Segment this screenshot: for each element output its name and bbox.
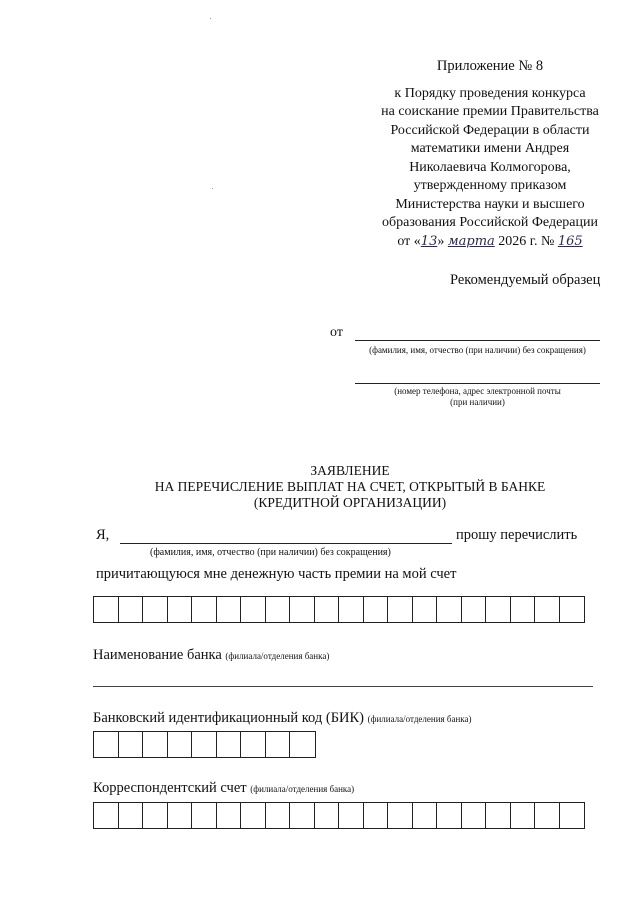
appendix-line: утвержденному приказом [413,178,567,193]
digit-cell[interactable] [486,597,511,622]
appendix-date-line [340,233,640,252]
digit-cell[interactable] [143,597,168,622]
from-contact-caption-1: (номер телефона, адрес электронной почты [394,386,561,396]
digit-cell[interactable] [143,803,168,828]
digit-cell[interactable] [315,803,340,828]
digit-cell[interactable] [535,597,560,622]
digit-cell[interactable] [119,732,144,757]
digit-cell[interactable] [266,597,291,622]
digit-cell[interactable] [511,597,536,622]
digit-cell[interactable] [339,597,364,622]
appendix-title: Приложение № 8 [436,58,544,74]
digit-cell[interactable] [364,803,389,828]
digit-cell[interactable] [437,803,462,828]
digit-cell[interactable] [290,732,315,757]
bik-row [93,710,472,727]
digit-cell[interactable] [217,732,242,757]
bank-name-note: (филиала/отделения банка) [225,651,330,661]
appendix-line: Российской Федерации в области [390,122,590,138]
order-number-handwritten: 165 [557,233,583,249]
corr-account-note: (филиала/отделения банка) [250,784,355,794]
digit-cell[interactable] [241,732,266,757]
bank-name-line[interactable] [93,686,593,687]
digit-cell[interactable] [168,803,193,828]
digit-cell[interactable] [486,803,511,828]
digit-cell[interactable] [168,732,193,757]
appendix-line: Николаевича Колмогорова, [409,159,571,175]
appendix-line: на соискание премии Правительства [381,104,599,119]
digit-cell[interactable] [241,803,266,828]
from-label: от [330,325,343,340]
digit-cell[interactable] [94,732,119,757]
digit-cell[interactable] [217,803,242,828]
digit-cell[interactable] [535,803,560,828]
digit-cell[interactable] [315,597,340,622]
statement-prefix: Я, [96,527,110,543]
scan-speck [210,18,211,19]
corr-account-row [93,780,354,797]
digit-cell[interactable] [94,803,119,828]
date-prefix: от « [397,233,421,249]
digit-cell[interactable] [192,732,217,757]
digit-cell[interactable] [266,803,291,828]
digit-cell[interactable] [94,597,119,622]
digit-cell[interactable] [462,597,487,622]
digit-cell[interactable] [388,803,413,828]
digit-cell[interactable] [143,732,168,757]
digit-cell[interactable] [192,597,217,622]
account-number-boxes[interactable] [93,596,585,623]
statement-name-line[interactable] [120,543,452,544]
digit-cell[interactable] [192,803,217,828]
appendix-block [340,57,640,251]
digit-cell[interactable] [339,803,364,828]
corr-account-label: Корреспондентский счет [93,780,247,796]
bank-name-row [93,647,329,664]
digit-cell[interactable] [560,803,585,828]
statement-suffix: прошу перечислить [456,527,578,543]
appendix-line: образования Российской Федерации [382,215,598,230]
appendix-line: Министерства науки и высшего [395,196,585,212]
date-day-handwritten: 13 [420,233,438,249]
digit-cell[interactable] [119,803,144,828]
digit-cell[interactable] [290,597,315,622]
heading-line-1: ЗАЯВЛЕНИЕ [310,463,390,478]
date-year: 2026 г. № [498,233,555,249]
digit-cell[interactable] [168,597,193,622]
digit-cell[interactable] [290,803,315,828]
statement-line-2: причитающуюся мне денежную часть премии на мой счет [96,566,457,582]
appendix-line: математики имени Андрея [410,141,570,156]
digit-cell[interactable] [388,597,413,622]
date-month-handwritten: марта [447,233,495,249]
bik-boxes[interactable] [93,731,316,758]
heading-line-3: (КРЕДИТНОЙ ОРГАНИЗАЦИИ) [253,495,447,510]
digit-cell[interactable] [437,597,462,622]
bik-label: Банковский идентификационный код (БИК) [93,710,364,726]
statement-name-caption: (фамилия, имя, отчество (при наличии) без сокращения) [150,547,391,558]
appendix-line: к Порядку проведения конкурса [394,85,586,101]
bank-name-label: Наименование банка [93,647,222,663]
digit-cell[interactable] [364,597,389,622]
digit-cell[interactable] [511,803,536,828]
scan-speck [212,188,213,189]
from-name-caption: (фамилия, имя, отчество (при наличии) без сокращения) [369,345,586,355]
heading-line-2: НА ПЕРЕЧИСЛЕНИЕ ВЫПЛАТ НА СЧЕТ, ОТКРЫТЫЙ В БАНКЕ [154,479,546,494]
digit-cell[interactable] [413,597,438,622]
digit-cell[interactable] [241,597,266,622]
digit-cell[interactable] [413,803,438,828]
from-contact-line[interactable] [355,383,600,384]
statement-heading [60,463,640,511]
digit-cell[interactable] [119,597,144,622]
from-contact-caption-2: (при наличии) [450,397,505,407]
digit-cell[interactable] [462,803,487,828]
bik-note: (филиала/отделения банка) [367,714,472,724]
sample-label: Рекомендуемый образец [450,272,601,288]
digit-cell[interactable] [217,597,242,622]
digit-cell[interactable] [560,597,585,622]
from-name-line[interactable] [355,340,600,341]
date-mid: » [437,233,445,249]
digit-cell[interactable] [266,732,291,757]
corr-account-boxes[interactable] [93,802,585,829]
